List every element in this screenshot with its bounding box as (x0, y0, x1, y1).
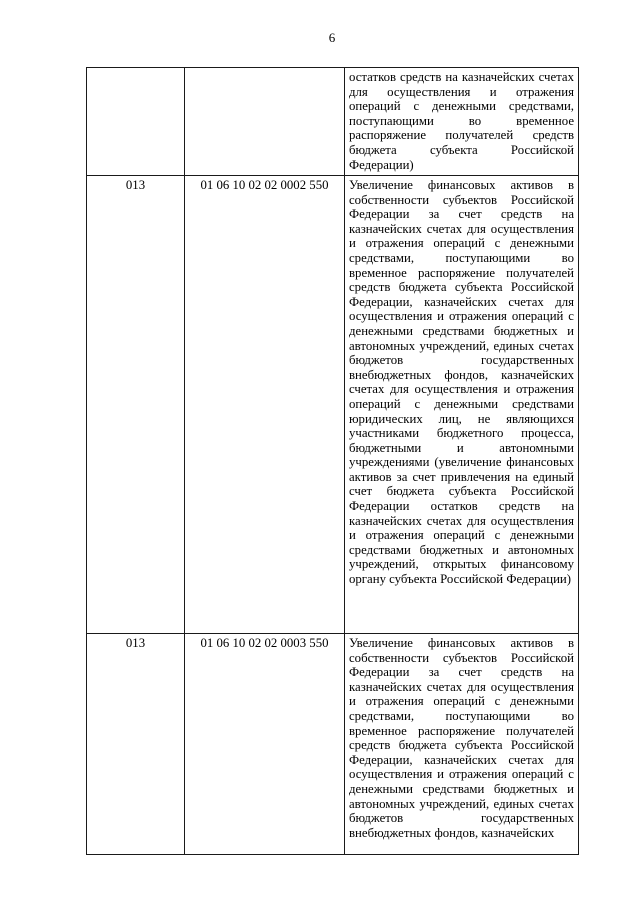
cell-admin-code (87, 634, 185, 855)
admin-code-value: 013 (125, 178, 146, 192)
admin-code-value (91, 70, 180, 173)
description-text: остатков средств на казначейских счетах для осуществления и отражения операций с денежными средствами, поступающими во временное распоряжение получателей средств бюджета субъекта Российской Федерации) (349, 70, 574, 172)
classification-code-value: 01 06 10 02 02 0002 550 (200, 178, 329, 192)
description-text: Увеличение финансовых активов в собственности субъектов Российской Федерации за счет средств на казначейских счетах для осуществления и отражения операций с денежными средствами, поступающими во временное распоряжение получателей средств бюджета субъекта Российской Федерации, казначейских счетах для осуществления и отражения операций с денежными средствами бюджетных и автономных учреждений, единых счетах бюджетов государственных внебюджетных фондов, казначейских (349, 636, 574, 840)
cell-classification-code (185, 634, 345, 855)
cell-admin-code (87, 68, 185, 176)
cell-classification-code (185, 176, 345, 634)
classification-code-value: 01 06 10 02 02 0003 550 (200, 636, 329, 650)
cell-admin-code (87, 176, 185, 634)
classification-code-value (189, 70, 340, 173)
table-row (87, 68, 579, 176)
budget-codes-table (86, 67, 579, 855)
admin-code-value: 013 (125, 636, 146, 650)
cell-description (345, 68, 579, 176)
table-row (87, 176, 579, 634)
budget-codes-table-body (87, 68, 579, 855)
table-row (87, 634, 579, 855)
cell-description (345, 634, 579, 855)
page-number: 6 (328, 30, 336, 45)
cell-description (345, 176, 579, 634)
cell-classification-code (185, 68, 345, 176)
description-text: Увеличение финансовых активов в собственности субъектов Российской Федерации за счет средств на казначейских счетах для осуществления и отражения операций с денежными средствами, поступающими во временное распоряжение получателей средств бюджета субъекта Российской Федерации, казначейских счетах для осуществления и отражения операций с денежными средствами бюджетных и автономных учреждений, единых счетах бюджетов государственных внебюджетных фондов, казначейских счетах для осуществления и отражения операций с денежными средствами юридических лиц, не являющихся участниками бюджетного процесса, бюджетными и автономными учреждениями (увеличение финансовых активов за счет привлечения на единый счет бюджета субъекта Российской Федерации остатков средств на казначейских счетах для осуществления и отражения операций с денежными средствами бюджетных и автономных учреждений, открытых финансовому органу субъекта Российской Федерации) (349, 178, 574, 587)
